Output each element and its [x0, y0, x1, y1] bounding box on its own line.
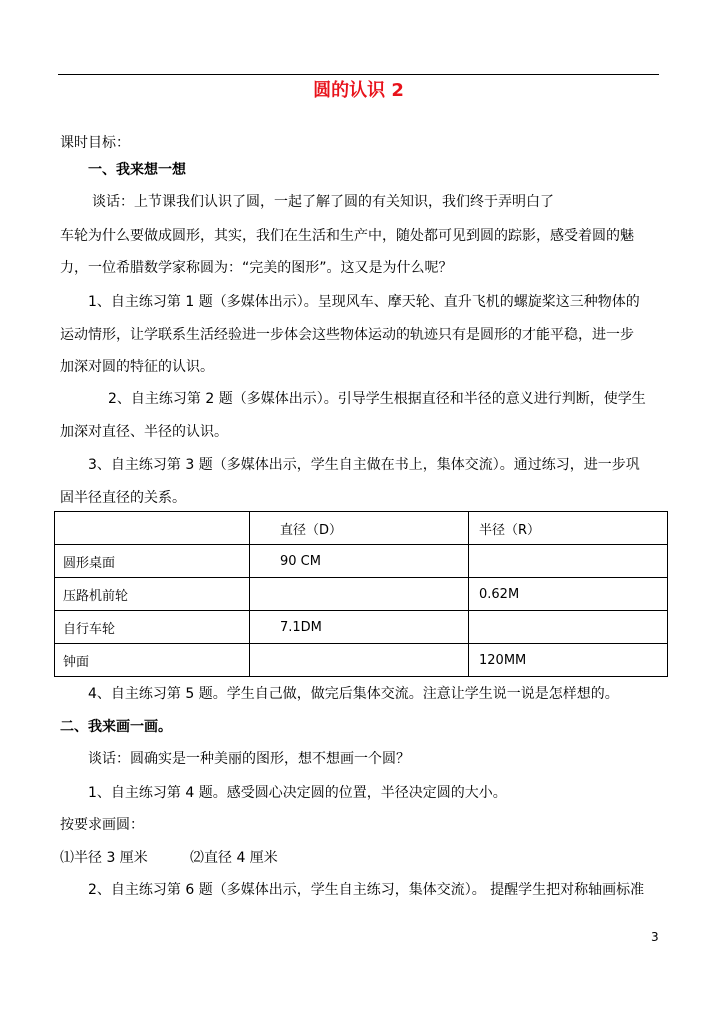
exercise-3-line-1: 3、自主练习第 3 题（多媒体出示，学生自主做在书上，集体交流）。通过练习，进一步巩	[88, 457, 640, 473]
table-cell: 压路机前轮	[55, 578, 250, 611]
exercise-1-line-3: 加深对圆的特征的认识。	[60, 359, 214, 375]
table-cell	[250, 578, 469, 611]
section-1-heading: 一、我来想一想	[88, 162, 186, 178]
talk-2-line: 谈话：圆确实是一种美丽的图形，想不想画一个圆？	[88, 751, 410, 767]
exercise-2-line-2: 加深对直径、半径的认识。	[60, 424, 228, 440]
table-row	[55, 644, 668, 677]
exercise-5-line: 1、自主练习第 4 题。感受圆心决定圆的位置，半径决定圆的大小。	[88, 785, 507, 801]
table-row	[55, 545, 668, 578]
table-cell: 7.1DM	[250, 611, 469, 644]
goal-label: 课时目标：	[60, 135, 130, 151]
page-number: 3	[651, 930, 659, 944]
exercise-4-line: 4、自主练习第 5 题。学生自己做，做完后集体交流。注意让学生说一说是怎样想的。	[88, 686, 619, 702]
table-cell: 120MM	[469, 644, 668, 677]
table-cell: 自行车轮	[55, 611, 250, 644]
draw-requirement-label: 按要求画圆：	[60, 817, 144, 833]
table-header-cell: 直径（D）	[250, 512, 469, 545]
section-2-heading: 二、我来画一画。	[60, 719, 172, 735]
talk-1-line-1: 谈话：上节课我们认识了圆，一起了解了圆的有关知识，我们终于弄明白了	[92, 194, 554, 210]
exercise-1-line-2: 运动情形，让学联系生活经验进一步体会这些物体运动的轨迹只有是圆形的才能平稳，进一步	[60, 327, 634, 343]
table-cell: 90 CM	[250, 545, 469, 578]
diameter-radius-table	[54, 511, 668, 677]
exercise-1-line-1: 1、自主练习第 1 题（多媒体出示）。呈现风车、摩天轮、直升飞机的螺旋桨这三种物体的	[88, 294, 640, 310]
page-title: 圆的认识 2	[313, 80, 404, 101]
table-row	[55, 578, 668, 611]
table-cell: 圆形桌面	[55, 545, 250, 578]
table-cell: 钟面	[55, 644, 250, 677]
draw-option-2: ⑵直径 4 厘米	[190, 850, 278, 866]
table-header-cell	[55, 512, 250, 545]
talk-1-line-3: 力，一位希腊数学家称圆为：“完美的图形”。这又是为什么呢？	[60, 260, 453, 276]
exercise-2-line-1: 2、自主练习第 2 题（多媒体出示）。引导学生根据直径和半径的意义进行判断，使学生	[108, 391, 646, 407]
table-row	[55, 611, 668, 644]
table-cell	[469, 611, 668, 644]
header-rule	[58, 74, 659, 75]
exercise-3-line-2: 固半径直径的关系。	[60, 490, 186, 506]
table-header-cell: 半径（R）	[469, 512, 668, 545]
table-cell	[469, 545, 668, 578]
exercise-6-line: 2、自主练习第 6 题（多媒体出示，学生自主练习，集体交流）。 提醒学生把对称轴画标准	[88, 882, 645, 898]
draw-option-1: ⑴半径 3 厘米	[60, 850, 148, 866]
table-cell: 0.62M	[469, 578, 668, 611]
table-cell	[250, 644, 469, 677]
talk-1-line-2: 车轮为什么要做成圆形，其实，我们在生活和生产中，随处都可见到圆的踪影，感受着圆的魅	[60, 228, 634, 244]
table-header-row	[55, 512, 668, 545]
